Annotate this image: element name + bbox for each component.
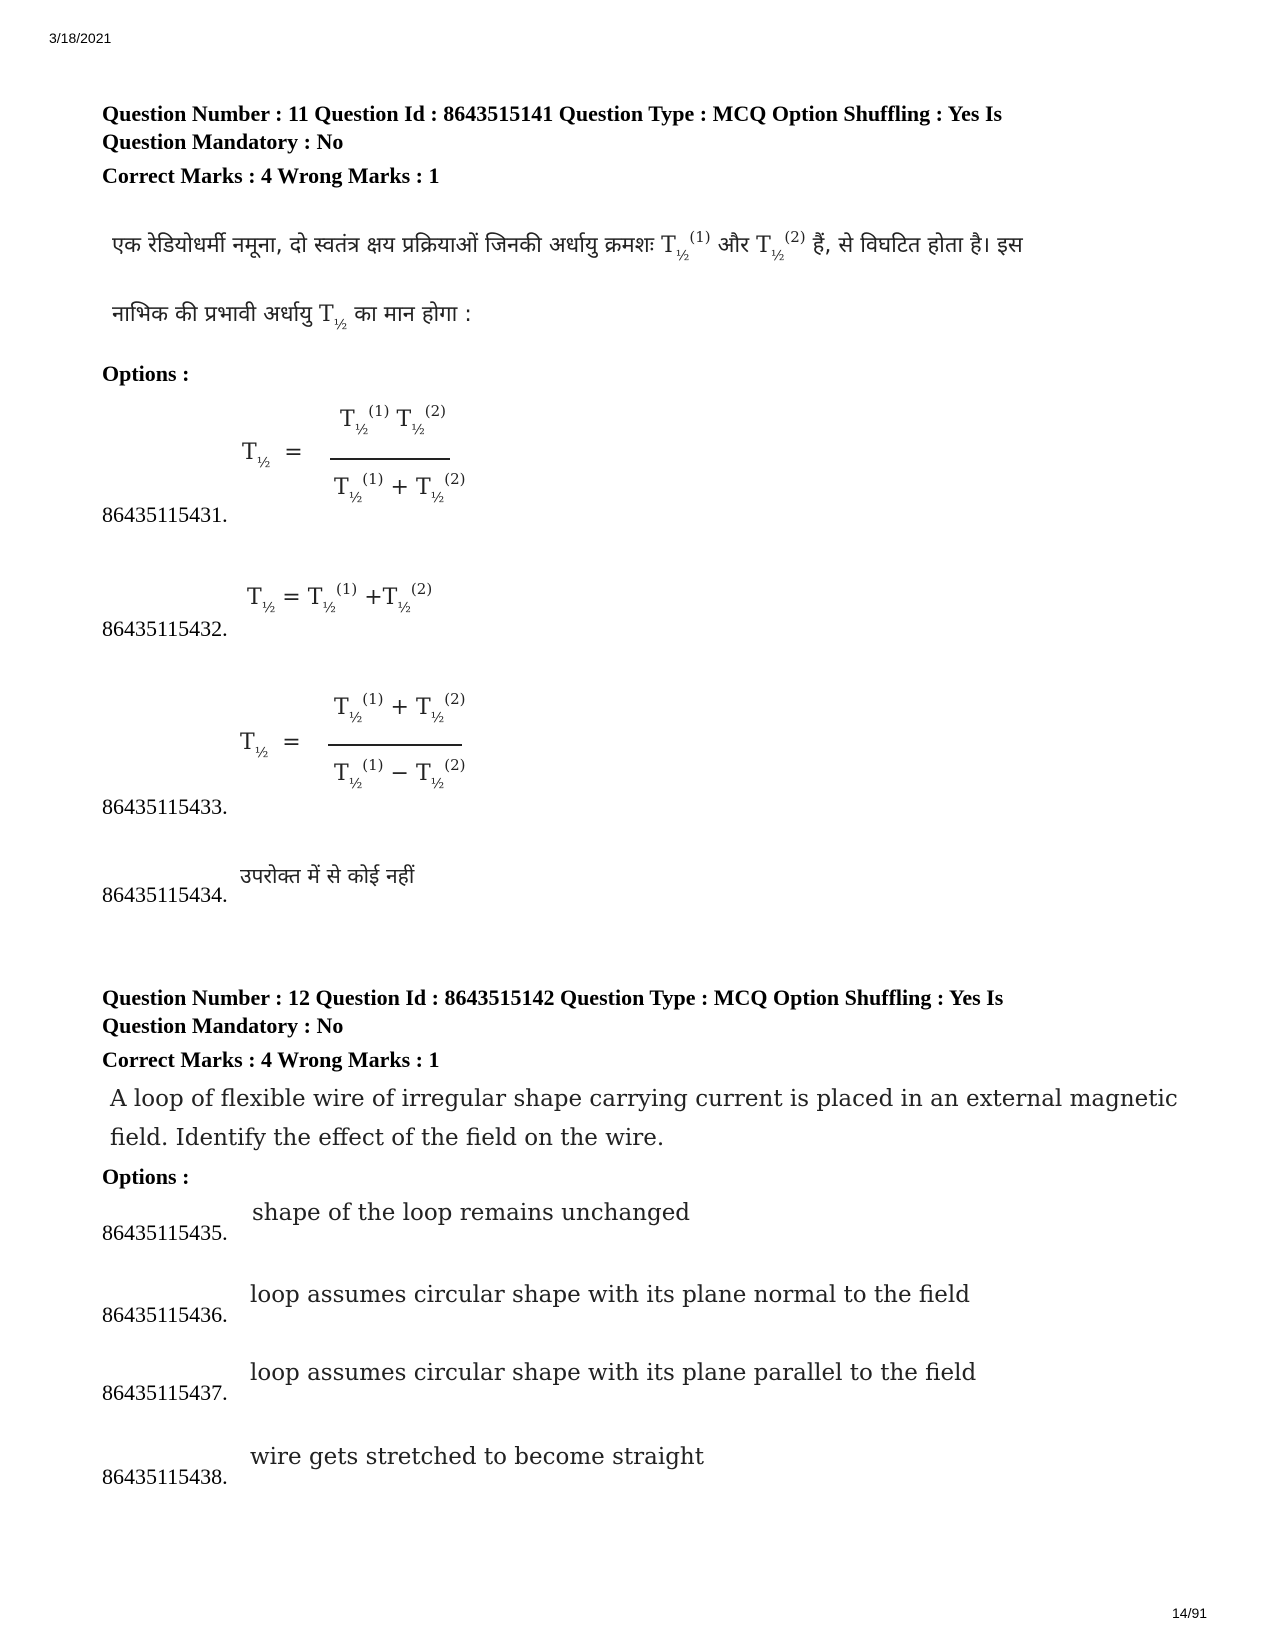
question-marks: Correct Marks : 4 Wrong Marks : 1	[102, 1047, 440, 1072]
fraction-bar	[328, 744, 462, 746]
t-half-1: $T_{\frac{1}{2}}^{(1)}$	[661, 228, 711, 264]
option-86435115438[interactable]: 86435115438. wire gets stretched to become straight	[102, 1444, 704, 1489]
question-header-line1: Question Number : 12 Question Id : 8643515142 Question Type : MCQ Option Shuffling : Yes Is	[102, 985, 1004, 1010]
option-text: loop assumes circular shape with its plane parallel to the field	[250, 1360, 977, 1386]
denominator: $T_{\frac{1}{2}}^{(1)} + T_{\frac{1}{2}}^{(2)}$	[334, 470, 466, 506]
option-86435115437[interactable]: 86435115437. loop assumes circular shape with its plane parallel to the field	[102, 1360, 977, 1405]
numerator: $T_{\frac{1}{2}}^{(1)} + T_{\frac{1}{2}}^{(2)}$	[334, 690, 466, 726]
question-header-line2: Question Mandatory : No	[102, 129, 344, 154]
question-11	[102, 100, 1182, 190]
question-stem-line1: A loop of flexible wire of irregular shape carrying current is placed in an external magnetic	[110, 1086, 1178, 1112]
question-stem-line2: नाभिक की प्रभावी अर्धायु $T_{\frac{1}{2}}$ का मान होगा :	[112, 302, 472, 333]
options-label: Options :	[102, 1164, 190, 1189]
option-86435115434[interactable]: 86435115434. उपरोक्त में से कोई नहीं	[102, 864, 415, 907]
question-marks: Correct Marks : 4 Wrong Marks : 1	[102, 163, 440, 188]
question-stem-line1: एक रेडियोधर्मी नमूना, दो स्वतंत्र क्षय प्रक्रियाओं जिनकी अर्धायु क्रमशः $T_{\frac{1}{2}}^{(1)}$ और $T_{\frac{1}{2}}^{(2)}$ हैं, से विघटित होता है। इस	[112, 228, 1023, 264]
option-text: उपरोक्त में से कोई नहीं	[240, 864, 415, 888]
lhs-t-half: $T_{\frac{1}{2}}$ =	[240, 730, 301, 761]
print-date: 3/18/2021	[49, 30, 112, 46]
option-text: shape of the loop remains unchanged	[252, 1200, 691, 1226]
question-12	[102, 984, 1182, 1074]
page-number: 14/91	[1172, 1605, 1208, 1621]
t-half-2: $T_{\frac{1}{2}}^{(2)}$	[756, 228, 806, 264]
option-86435115432[interactable]: 86435115432. $T_{\frac{1}{2}} = T_{\frac{1}{2}}^{(1)} +T_{\frac{1}{2}}^{(2)}$	[102, 580, 433, 641]
question-header-line2: Question Mandatory : No	[102, 1013, 344, 1038]
option-86435115433[interactable]: 86435115433. $T_{\frac{1}{2}}$ = $T_{\frac{1}{2}}^{(1)} + T_{\frac{1}{2}}^{(2)}$ $T_{\frac{1}{2}}^{(1)} - T_{\frac{1}{2}}^{(2)}$	[102, 690, 466, 819]
question-stem-line2: field. Identify the effect of the field on the wire.	[110, 1125, 665, 1151]
lhs-t-half: $T_{\frac{1}{2}}$ =	[242, 440, 303, 471]
option-86435115431[interactable]: 86435115431. $T_{\frac{1}{2}}$ = $T_{\frac{1}{2}}^{(1)}$ $T_{\frac{1}{2}}^{(2)}$ $T_{\frac{1}{2}}^{(1)} + T_{\frac{1}{2}}^{(2)}$	[102, 402, 466, 527]
option-text: wire gets stretched to become straight	[250, 1444, 704, 1470]
options-label: Options :	[102, 361, 190, 386]
option-text: loop assumes circular shape with its plane normal to the field	[250, 1282, 970, 1308]
question-header-line1: Question Number : 11 Question Id : 8643515141 Question Type : MCQ Option Shuffling : Yes Is	[102, 101, 1003, 126]
option-86435115436[interactable]: 86435115436. loop assumes circular shape with its plane normal to the field	[102, 1282, 970, 1327]
formula: $T_{\frac{1}{2}} = T_{\frac{1}{2}}^{(1)} +T_{\frac{1}{2}}^{(2)}$	[247, 580, 433, 616]
t-half-effective: $T_{\frac{1}{2}}$	[318, 302, 348, 333]
option-86435115435[interactable]: 86435115435. shape of the loop remains unchanged	[102, 1200, 691, 1245]
numerator: $T_{\frac{1}{2}}^{(1)}$ $T_{\frac{1}{2}}^{(2)}$	[340, 402, 447, 438]
fraction-bar	[330, 458, 450, 460]
denominator: $T_{\frac{1}{2}}^{(1)} - T_{\frac{1}{2}}^{(2)}$	[334, 756, 466, 792]
